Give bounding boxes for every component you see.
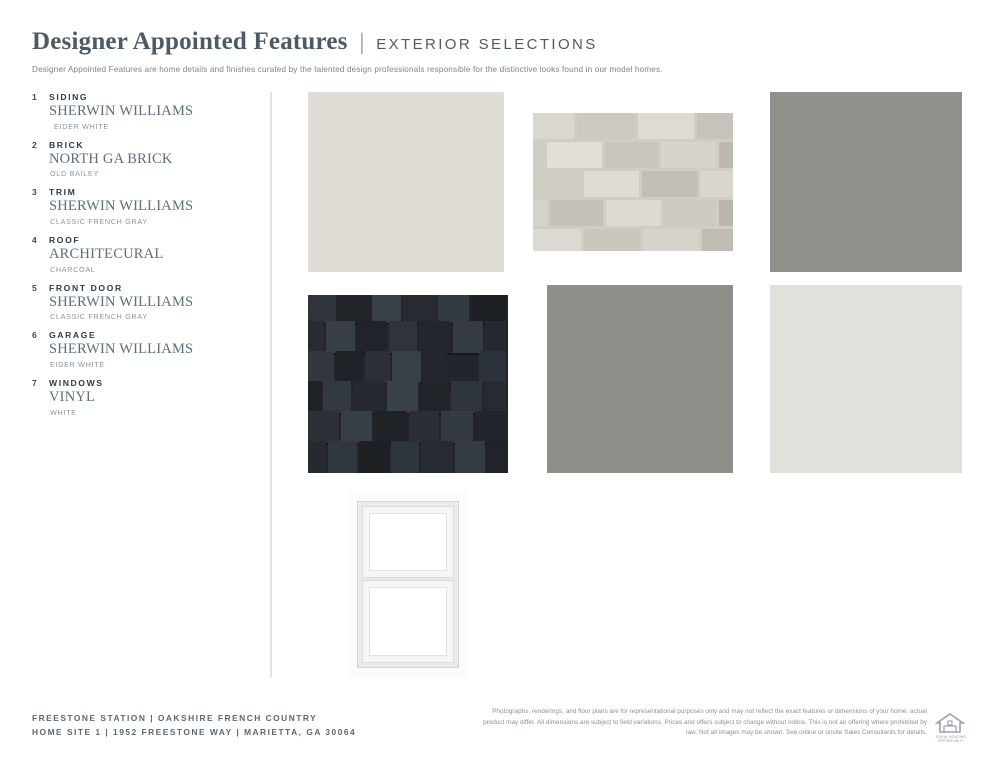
vertical-divider	[270, 92, 272, 677]
window-upper-glass	[369, 513, 447, 571]
garage-swatch	[770, 285, 962, 473]
item-number: 2	[32, 139, 37, 150]
item-brand: VINYL	[49, 389, 96, 406]
list-item	[32, 378, 257, 417]
item-color: WHITE	[50, 407, 77, 417]
item-brand: NORTH GA BRICK	[49, 150, 173, 167]
footer-line-2: HOME SITE 1 | 1952 FREESTONE WAY | MARIETTA, GA 30064	[32, 727, 357, 738]
list-item	[32, 235, 257, 274]
window-lower-sash	[362, 580, 454, 663]
item-number: 4	[32, 235, 37, 246]
front-door-swatch	[547, 285, 733, 473]
footer-disclaimer: Photographs, renderings, and floor plans are for representational purposes only and may not reflect the exact features or dimensions of your home; actual product may differ. All dimensions are subject to field variations. Prices and offers subject to change without notice. This is not an offering where prohibited by law. Not all images may be shown. See online or onsite Sales Consultants for details.	[483, 708, 927, 737]
equal-housing-opportunity-icon	[935, 712, 967, 742]
item-color: EIDER WHITE	[54, 121, 109, 131]
title-divider: |	[359, 29, 365, 54]
item-number: 3	[32, 187, 37, 198]
trim-swatch	[770, 92, 962, 272]
item-category: GARAGE	[49, 330, 97, 341]
item-category: ROOF	[49, 235, 81, 246]
page-title	[32, 28, 962, 56]
item-number: 7	[32, 378, 37, 389]
item-brand: SHERWIN WILLIAMS	[49, 103, 194, 119]
item-number: 5	[32, 282, 37, 293]
list-item	[32, 140, 257, 179]
list-item	[32, 330, 257, 369]
eho-label: EQUAL HOUSING OPPORTUNITY	[935, 735, 967, 743]
item-category: TRIM	[49, 187, 77, 198]
window-lower-glass	[369, 587, 447, 656]
list-item	[32, 283, 257, 322]
item-color: CLASSIC FRENCH GRAY	[50, 217, 148, 227]
list-item	[32, 187, 257, 226]
item-category: WINDOWS	[49, 378, 104, 389]
page-title-sub: EXTERIOR SELECTIONS	[376, 36, 598, 53]
brick-swatch	[533, 113, 733, 251]
item-category: BRICK	[49, 139, 85, 150]
item-brand: ARCHITECURAL	[49, 246, 164, 263]
list-item	[32, 92, 257, 131]
item-number: 6	[32, 330, 37, 341]
footer-line-1: FREESTONE STATION | OAKSHIRE FRENCH COUNTRY	[32, 712, 318, 723]
item-brand: SHERWIN WILLIAMS	[49, 198, 194, 215]
item-brand: SHERWIN WILLIAMS	[49, 293, 194, 310]
item-color: CLASSIC FRENCH GRAY	[50, 312, 148, 322]
item-color: EIDER WHITE	[50, 360, 105, 370]
siding-swatch	[308, 92, 504, 272]
page-title-main: Designer Appointed Features	[32, 28, 348, 55]
page-header	[32, 28, 962, 74]
footer-community-info	[32, 711, 356, 740]
item-category: SIDING	[49, 92, 89, 102]
window-upper-sash	[362, 506, 454, 578]
window-swatch	[348, 492, 468, 677]
item-color: OLD BAILEY	[50, 169, 99, 179]
item-number: 1	[32, 92, 37, 102]
roof-swatch	[308, 295, 508, 473]
item-category: FRONT DOOR	[49, 282, 123, 293]
item-color: CHARCOAL	[50, 264, 96, 274]
page-subtitle: Designer Appointed Features are home details and finishes curated by the talented design professionals responsible for the distinctive looks found in our model homes.	[32, 65, 663, 74]
item-brand: SHERWIN WILLIAMS	[49, 341, 194, 358]
selection-list	[32, 92, 257, 426]
